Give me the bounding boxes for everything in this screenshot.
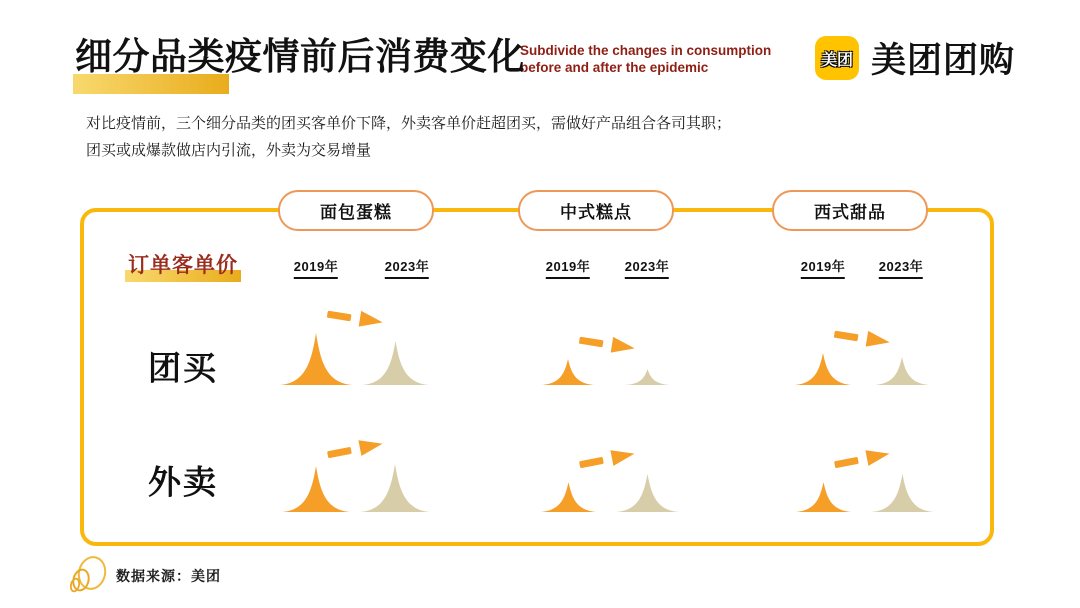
peak-2023	[874, 357, 930, 385]
chart-cell	[778, 417, 948, 512]
peak-2023	[362, 341, 429, 385]
year-label-2023: 2023年	[879, 256, 923, 279]
peak-2019	[794, 353, 852, 385]
intro-text	[86, 110, 886, 164]
year-label-2019: 2019年	[546, 256, 590, 279]
trend-arrow-up	[833, 445, 891, 473]
year-label-2019: 2019年	[294, 256, 338, 279]
trend-arrow-down	[578, 331, 636, 358]
peak-2023	[360, 464, 430, 512]
year-label-2023: 2023年	[625, 256, 669, 279]
data-source-text: 数据来源：美团	[116, 568, 221, 584]
intro-line-2: 团买或成爆款做店内引流，外卖为交易增量	[86, 142, 372, 159]
year-label-2023: 2023年	[385, 256, 429, 279]
year-label-2019: 2019年	[801, 256, 845, 279]
subtitle-line-2: before and after the epidemic	[520, 60, 709, 75]
trend-arrow-up	[326, 435, 384, 463]
chart-cell	[523, 290, 693, 385]
chart-cell	[778, 290, 948, 385]
intro-line-1: 对比疫情前，三个细分品类的团买客单价下降，外卖客单价赶超团买，需做好产品组合各司其职；	[86, 115, 732, 132]
metric-label: 订单客单价	[128, 249, 238, 279]
peak-2019	[541, 359, 595, 385]
row-label-delivery: 外卖	[148, 463, 218, 501]
peak-2019	[280, 333, 352, 385]
peak-2023	[616, 474, 679, 512]
row-label-group-buy: 团买	[148, 349, 218, 387]
subtitle-line-1: Subdivide the changes in consumption	[520, 43, 772, 58]
page-subtitle	[520, 42, 810, 76]
peak-2019	[795, 482, 852, 512]
chart-cell	[271, 417, 441, 512]
peak-2019	[282, 466, 350, 512]
chart-cell	[271, 290, 441, 385]
meituan-logo-icon: 美团	[815, 36, 859, 80]
footer	[66, 556, 221, 596]
category-pill-chinese-pastry: 中式糕点	[518, 190, 674, 231]
peak-2023	[871, 474, 934, 512]
title-block	[75, 34, 525, 80]
peak-2023	[624, 369, 671, 385]
category-pill-bread-cake: 面包蛋糕	[278, 190, 434, 231]
trend-arrow-down	[833, 325, 891, 352]
category-pill-western-dessert: 西式甜品	[772, 190, 928, 231]
meituan-logo-text: 美团团购	[871, 41, 1016, 80]
trend-arrow-down	[326, 305, 384, 332]
peak-2019	[540, 482, 597, 512]
trend-arrow-up	[578, 445, 636, 473]
meituan-logo	[815, 33, 1015, 83]
page-title: 细分品类疫情前后消费变化	[75, 36, 525, 77]
chart-cell	[523, 417, 693, 512]
source-logo-icon	[66, 556, 108, 596]
